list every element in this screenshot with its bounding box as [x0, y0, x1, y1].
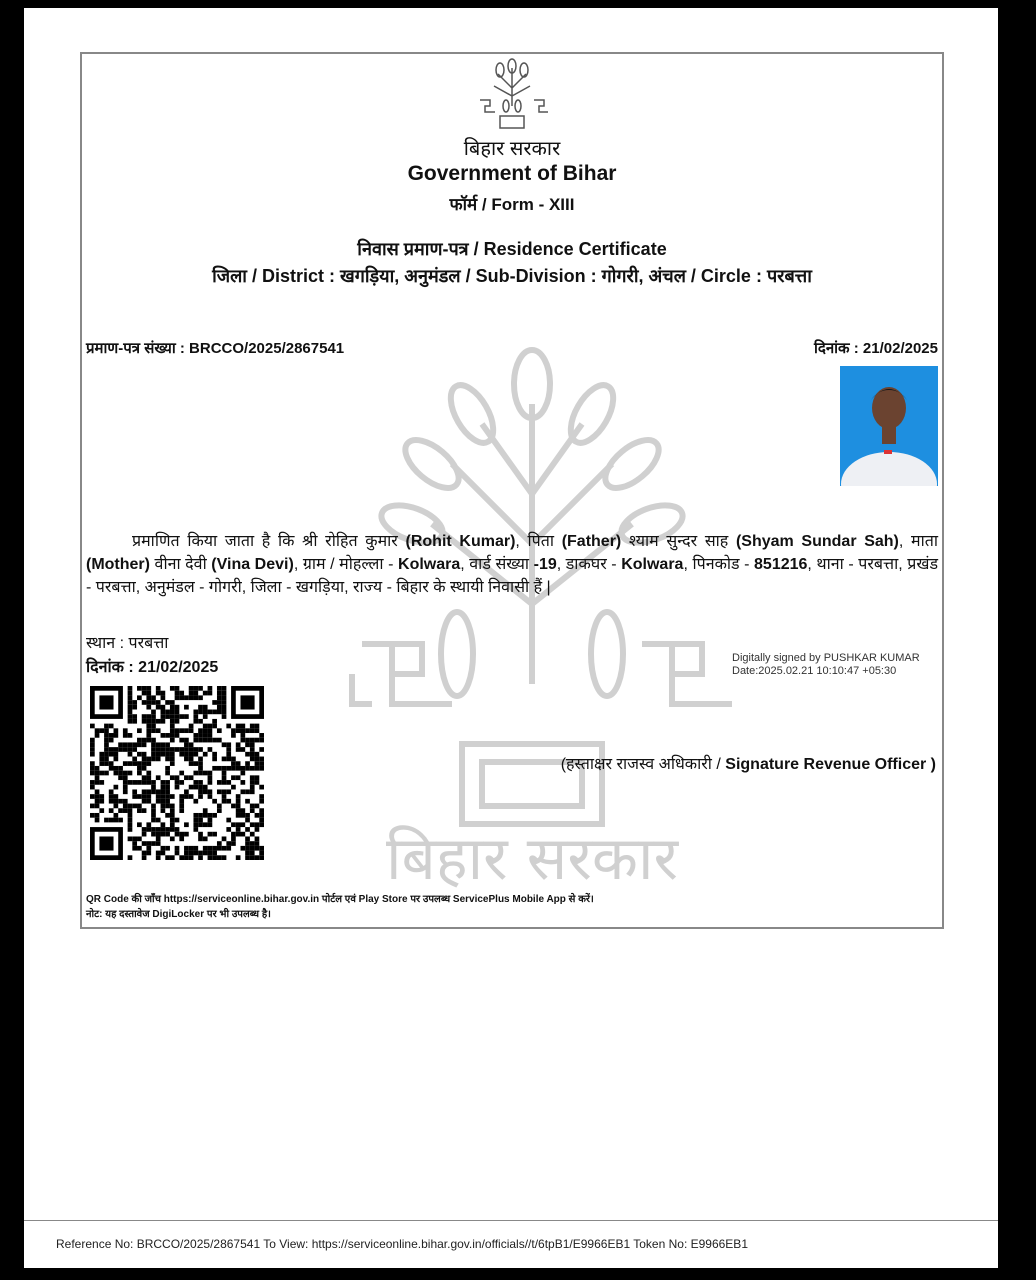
- form-number: फॉर्म / Form - XIII: [449, 195, 575, 214]
- certificate-number: प्रमाण-पत्र संख्या : BRCCO/2025/2867541: [86, 340, 345, 357]
- signature-label: (हस्ताक्षर राजस्व अधिकारी / Signature Revenue Officer ): [560, 756, 936, 773]
- hindi-title: बिहार सरकार: [463, 138, 561, 160]
- digital-signature: Digitally signed by PUSHKAR KUMAR Date:2025.02.21 10:10:47 +05:30: [732, 652, 920, 677]
- certificate-frame: [80, 52, 944, 929]
- bihar-emblem-logo: [476, 58, 548, 132]
- footnotes: [86, 892, 594, 922]
- document-page: [24, 8, 998, 1268]
- certificate-date: दिनांक : 21/02/2025: [814, 340, 938, 357]
- body-flow: [86, 530, 938, 860]
- watermark-text: बिहार सरकार: [385, 824, 679, 894]
- reference-footer: Reference No: BRCCO/2025/2867541 To View: https://serviceonline.bihar.gov.in/officials//t/6tpB1/E9966EB1 Token No: E9966EB1: [56, 1237, 748, 1251]
- certificate-title: निवास प्रमाण-पत्र / Residence Certificate: [357, 239, 667, 259]
- location-line: जिला / District : खगड़िया, अनुमंडल / Sub-Division : गोगरी, अंचल / Circle : परबत्ता: [212, 266, 812, 286]
- place-date: दिनांक : 21/02/2025: [86, 659, 219, 676]
- footer-divider: [24, 1220, 998, 1221]
- digilocker-note: नोट: यह दस्तावेज DigiLocker पर भी उपलब्ध है।: [86, 909, 271, 920]
- certificate-body: प्रमाणित किया जाता है कि श्री रोहित कुमार (Rohit Kumar), पिता (Father) श्याम सुन्दर साह (Shyam Sundar Sah), माता (Mother) वीना देवी (Vina Devi), ग्राम / मोहल्ला - Kolwara, वार्ड संख्या -19, डाकघर - Kolwara, पिनकोड - 851216, थाना - परबत्ता, प्रखंड - परबत्ता, अनुमंडल - गोगरी, जिला - खगड़िया, राज्य - बिहार के स्थायी निवासी हैं |: [86, 533, 939, 596]
- applicant-photo: [840, 366, 938, 486]
- government-title: Government of Bihar: [407, 162, 617, 185]
- place-label: स्थान : परबत्ता: [86, 635, 169, 652]
- qr-note: QR Code की जाँच https://serviceonline.bihar.gov.in पोर्टल एवं Play Store पर उपलब्ध ServicePlus Mobile App से करें।: [86, 894, 594, 905]
- qr-code[interactable]: [90, 686, 264, 860]
